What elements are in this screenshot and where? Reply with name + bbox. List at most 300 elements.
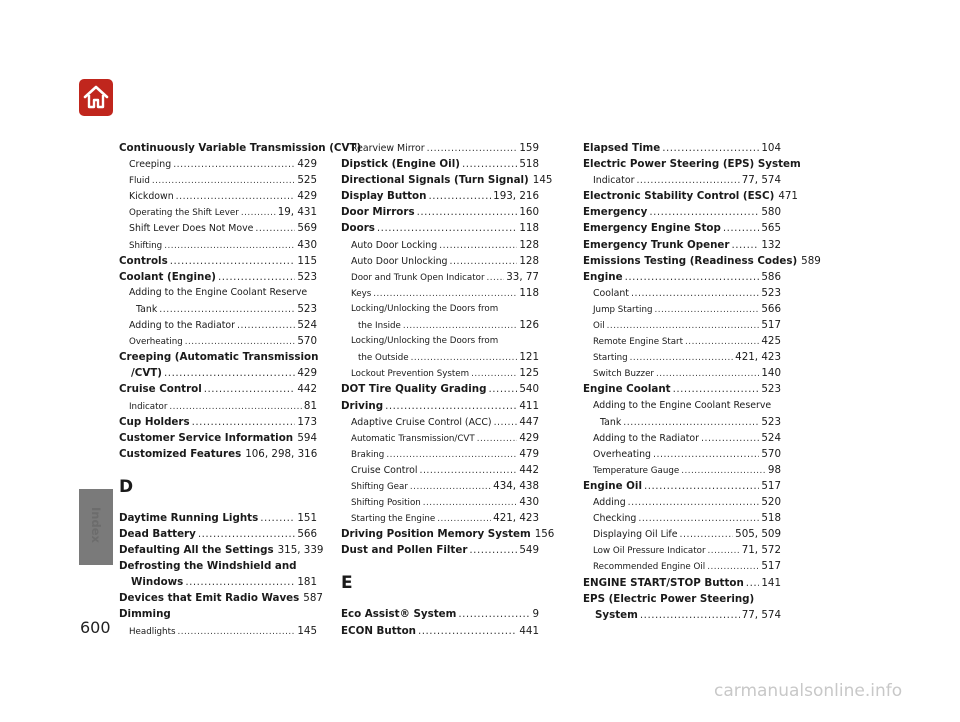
leader-dots xyxy=(458,606,530,622)
index-entry[interactable] xyxy=(583,204,781,220)
index-entry[interactable] xyxy=(119,365,317,381)
index-entry-label: Starting xyxy=(593,353,628,364)
index-entry[interactable] xyxy=(119,526,317,542)
index-entry-label: Elapsed Time xyxy=(583,142,661,154)
index-page-ref[interactable]: 523 xyxy=(297,270,317,283)
index-entry-label: Engine Coolant xyxy=(583,383,671,396)
index-entry[interactable] xyxy=(341,365,539,381)
index-entry[interactable] xyxy=(583,414,781,430)
index-entry-label: Engine Oil xyxy=(583,479,642,492)
leader-dots xyxy=(654,302,759,318)
index-entry[interactable] xyxy=(583,478,781,494)
index-entry[interactable] xyxy=(341,317,539,333)
index-page-ref[interactable]: 181 xyxy=(297,576,317,589)
index-page-ref[interactable]: 98 xyxy=(767,463,781,476)
index-entry[interactable] xyxy=(119,301,317,317)
index-page-ref[interactable]: 106, 298, 316 xyxy=(245,447,318,460)
index-entry-label: Continuously Variable Transmission (CVT) xyxy=(119,142,362,154)
index-entry[interactable] xyxy=(341,414,539,430)
index-page-ref[interactable]: 442 xyxy=(519,463,539,476)
index-entry-label: Customized Features xyxy=(119,447,242,460)
index-page-ref[interactable]: 429 xyxy=(297,158,317,171)
index-page-ref[interactable]: 128 xyxy=(519,238,539,251)
index-page-ref[interactable]: 430 xyxy=(519,496,539,509)
index-page-ref[interactable]: 315, 339 xyxy=(277,544,324,557)
index-entry[interactable] xyxy=(119,414,317,430)
index-entry-label: Driving xyxy=(341,399,384,412)
leader-dots xyxy=(731,237,759,253)
index-entry-label: Shifting Position xyxy=(351,498,421,509)
leader-dots xyxy=(385,398,517,414)
index-page-ref[interactable]: 145 xyxy=(297,624,317,637)
index-entry[interactable] xyxy=(341,269,539,285)
index-page-ref[interactable]: 589 xyxy=(801,254,821,267)
index-page-ref[interactable]: 145 xyxy=(532,174,553,187)
index-entry-label: Braking xyxy=(351,449,385,460)
index-entry-label: Shift Lever Does Not Move xyxy=(129,223,254,235)
index-entry-label: Kickdown xyxy=(129,191,174,203)
index-entry-label: Locking/Unlocking the Doors from xyxy=(351,336,499,347)
index-entry[interactable] xyxy=(341,253,539,269)
leader-dots xyxy=(636,173,739,189)
leader-dots xyxy=(159,302,295,318)
leader-dots xyxy=(469,542,517,558)
index-entry[interactable] xyxy=(341,188,539,204)
leader-dots xyxy=(185,334,296,350)
leader-dots xyxy=(192,414,296,430)
leader-dots xyxy=(489,381,518,397)
index-entry[interactable] xyxy=(583,220,781,236)
index-entry xyxy=(119,606,317,622)
index-entry-label: Recommended Engine Oil xyxy=(593,562,706,573)
index-page-ref[interactable]: 19, 431 xyxy=(277,206,317,219)
index-entry[interactable] xyxy=(341,381,539,397)
index-entry xyxy=(583,156,801,172)
index-page-ref[interactable]: 121 xyxy=(519,351,539,364)
leader-dots xyxy=(218,269,295,285)
leader-dots xyxy=(176,189,296,205)
index-entry[interactable] xyxy=(583,430,781,446)
index-page-ref[interactable]: 517 xyxy=(761,479,781,492)
index-page-ref[interactable]: 429 xyxy=(519,431,539,444)
index-entry xyxy=(119,558,317,574)
index-entry xyxy=(583,398,781,414)
index-entry[interactable] xyxy=(341,237,539,253)
leader-dots xyxy=(241,205,276,221)
index-page-ref[interactable]: 525 xyxy=(297,174,317,187)
index-entry xyxy=(119,140,362,156)
index-entry[interactable] xyxy=(341,398,539,414)
index-page-ref[interactable]: 429 xyxy=(297,190,317,203)
index-page-ref[interactable]: 523 xyxy=(761,415,781,428)
index-page-ref[interactable]: 128 xyxy=(519,254,539,267)
leader-dots xyxy=(169,399,302,415)
index-entry-label: Overheating xyxy=(129,337,183,348)
index-entry-label: Locking/Unlocking the Doors from xyxy=(351,303,499,314)
index-page-ref[interactable]: 549 xyxy=(519,544,539,557)
index-entry[interactable] xyxy=(341,526,555,542)
index-page-ref[interactable]: 523 xyxy=(761,383,781,396)
index-page-ref[interactable]: 505, 509 xyxy=(735,528,781,541)
index-entry[interactable] xyxy=(583,558,781,574)
index-entry-label: Indicator xyxy=(129,401,168,412)
index-entry-label: Engine xyxy=(583,270,623,283)
index-entry[interactable] xyxy=(583,333,781,349)
index-entry xyxy=(119,285,317,301)
index-page-ref[interactable]: 523 xyxy=(297,302,317,315)
index-entry[interactable] xyxy=(583,575,781,591)
index-entry-label: Low Oil Pressure Indicator xyxy=(593,546,706,557)
leader-dots xyxy=(640,607,740,623)
index-entry-label: Daytime Running Lights xyxy=(119,511,259,524)
index-page-ref[interactable]: 540 xyxy=(519,383,539,396)
index-entry-label: Emergency Engine Stop xyxy=(583,222,721,235)
index-entry-label: Customer Service Information xyxy=(119,431,294,444)
index-entry-label: Coolant xyxy=(593,287,629,299)
index-page-ref[interactable]: 442 xyxy=(297,383,317,396)
index-entry[interactable] xyxy=(119,590,323,606)
index-page-ref[interactable]: 104 xyxy=(761,142,781,154)
index-page-ref[interactable]: 471 xyxy=(778,190,798,203)
index-entry[interactable] xyxy=(583,172,781,188)
index-entry[interactable] xyxy=(119,220,317,236)
index-entry[interactable] xyxy=(583,269,781,285)
index-entry[interactable] xyxy=(341,606,539,622)
index-entry[interactable] xyxy=(583,446,781,462)
index-page-ref[interactable]: 587 xyxy=(303,592,323,605)
index-entry-label: Doors xyxy=(341,222,375,235)
index-entry[interactable] xyxy=(583,349,781,365)
index-entry xyxy=(119,349,317,365)
index-page-ref[interactable]: 125 xyxy=(519,367,539,380)
index-entry-label: Defrosting the Windshield and xyxy=(119,560,297,573)
index-entry-label: Shifting xyxy=(129,240,163,251)
index-entry-label: Cup Holders xyxy=(119,415,190,428)
index-entry-label: Adding xyxy=(593,497,626,509)
index-page-ref[interactable]: 580 xyxy=(761,206,781,219)
leader-dots xyxy=(450,254,518,270)
home-icon xyxy=(82,83,110,111)
index-entry-label: Checking xyxy=(593,513,637,525)
leader-dots xyxy=(255,221,295,237)
leader-dots xyxy=(631,286,759,302)
page-number: 600 xyxy=(80,618,111,637)
index-entry-label: Adding to the Radiator xyxy=(593,432,700,444)
index-page-ref[interactable]: 441 xyxy=(519,624,539,637)
leader-dots xyxy=(204,381,296,397)
leader-dots xyxy=(439,238,517,254)
index-entry[interactable] xyxy=(119,156,317,172)
leader-dots xyxy=(419,463,517,479)
section-letter: E xyxy=(341,573,353,594)
index-entry-label: Display Button xyxy=(341,190,427,203)
index-page-ref[interactable]: 71, 572 xyxy=(741,544,781,557)
index-entry-label: Driving Position Memory System xyxy=(341,528,531,541)
index-entry[interactable] xyxy=(119,188,317,204)
index-page-ref[interactable]: 159 xyxy=(519,142,539,154)
index-page-ref[interactable]: 411 xyxy=(519,399,539,412)
index-page-ref[interactable]: 569 xyxy=(297,222,317,235)
leader-dots xyxy=(662,140,759,156)
index-entry-label: Controls xyxy=(119,254,168,267)
index-entry-label: Adding to the Engine Coolant Reserve xyxy=(129,286,308,298)
index-entry-label: Directional Signals (Turn Signal) xyxy=(341,174,529,187)
leader-dots xyxy=(623,415,759,431)
index-entry-label: Dimming xyxy=(119,608,171,621)
index-entry-label: Shifting Gear xyxy=(351,481,408,492)
index-page-ref[interactable]: 421, 423 xyxy=(735,351,781,364)
index-entry[interactable] xyxy=(583,140,781,156)
index-entry[interactable] xyxy=(583,301,781,317)
index-entry[interactable] xyxy=(119,623,317,639)
index-entry[interactable] xyxy=(583,381,781,397)
index-page-ref[interactable]: 570 xyxy=(297,335,317,348)
index-entry-label: Creeping (Automatic Transmission xyxy=(119,351,319,364)
index-page-ref[interactable]: 126 xyxy=(519,319,539,332)
index-page-ref[interactable]: 132 xyxy=(761,238,781,251)
index-entry[interactable] xyxy=(341,510,539,526)
index-page-ref[interactable]: 479 xyxy=(519,447,539,460)
index-page-ref[interactable]: 524 xyxy=(297,319,317,332)
index-entry xyxy=(341,333,539,349)
index-entry-label: DOT Tire Quality Grading xyxy=(341,383,487,396)
index-entry[interactable] xyxy=(341,446,539,462)
index-entry[interactable] xyxy=(119,446,317,462)
index-page-ref[interactable]: 33, 77 xyxy=(506,270,539,283)
leader-dots xyxy=(185,574,295,590)
home-button[interactable] xyxy=(79,79,113,116)
index-entry-label: Indicator xyxy=(593,175,635,187)
index-page-ref[interactable]: 9 xyxy=(532,608,539,621)
index-entry-label: Cruise Control xyxy=(119,383,202,396)
index-column-3 xyxy=(583,140,821,623)
index-entry[interactable] xyxy=(341,542,539,558)
index-page-ref[interactable]: 77, 574 xyxy=(741,608,781,621)
index-entry-label: Keys xyxy=(351,288,372,299)
index-page-ref[interactable]: 141 xyxy=(761,576,781,589)
index-page-ref[interactable]: 517 xyxy=(761,319,781,332)
index-entry[interactable] xyxy=(341,140,539,156)
leader-dots xyxy=(628,495,760,511)
leader-dots xyxy=(625,269,760,285)
index-entry-label: the Outside xyxy=(358,353,409,364)
leader-dots xyxy=(630,350,733,366)
index-entry[interactable] xyxy=(341,462,539,478)
index-entry-label: Electronic Stability Control (ESC) xyxy=(583,190,775,203)
index-entry[interactable] xyxy=(583,237,781,253)
leader-dots xyxy=(373,286,517,302)
index-entry[interactable] xyxy=(119,317,317,333)
index-page-ref[interactable]: 81 xyxy=(303,399,317,412)
index-entry[interactable] xyxy=(583,462,781,478)
index-entry[interactable] xyxy=(119,574,317,590)
index-entry[interactable] xyxy=(119,172,317,188)
index-entry[interactable] xyxy=(583,253,821,269)
index-page-ref[interactable]: 570 xyxy=(761,447,781,460)
index-page-ref[interactable]: 118 xyxy=(519,222,539,235)
index-entry[interactable] xyxy=(341,220,539,236)
index-entry-label: Oil xyxy=(593,321,605,332)
index-entry[interactable] xyxy=(341,478,539,494)
leader-dots xyxy=(656,366,759,382)
index-entry[interactable] xyxy=(341,349,539,365)
index-entry[interactable] xyxy=(119,269,317,285)
index-entry[interactable] xyxy=(341,494,539,510)
leader-dots xyxy=(386,447,517,463)
index-entry-label: Displaying Oil Life xyxy=(593,529,678,541)
index-entry-label: the Inside xyxy=(358,321,401,332)
index-entry[interactable] xyxy=(119,333,317,349)
leader-dots xyxy=(411,350,518,366)
leader-dots xyxy=(427,141,518,157)
section-tab-label: Index xyxy=(89,507,103,543)
index-entry-label: Windows xyxy=(131,576,184,589)
index-page-ref[interactable]: 434, 438 xyxy=(493,479,539,492)
index-entry-label: Fluid xyxy=(129,176,150,187)
index-entry[interactable] xyxy=(583,510,781,526)
leader-dots xyxy=(644,478,759,494)
index-entry[interactable] xyxy=(583,285,781,301)
leader-dots xyxy=(198,526,295,542)
index-entry[interactable] xyxy=(583,317,781,333)
leader-dots xyxy=(680,527,734,543)
index-entry[interactable] xyxy=(341,285,539,301)
index-entry-label: Coolant (Engine) xyxy=(119,270,217,283)
index-entry[interactable] xyxy=(341,623,539,639)
leader-dots xyxy=(410,479,491,495)
index-entry-label: Dead Battery xyxy=(119,527,196,540)
index-page-ref[interactable]: 193, 216 xyxy=(493,190,539,203)
index-page-ref[interactable]: 160 xyxy=(519,206,539,219)
leader-dots xyxy=(494,415,518,431)
index-entry-label: Jump Starting xyxy=(593,304,653,315)
leader-dots xyxy=(164,238,295,254)
index-page-ref[interactable]: 566 xyxy=(761,302,781,315)
index-entry[interactable] xyxy=(119,430,317,446)
index-entry-label: Eco Assist® System xyxy=(341,608,457,621)
index-entry[interactable] xyxy=(583,494,781,510)
index-page-ref[interactable]: 430 xyxy=(297,238,317,251)
index-entry-label: Headlights xyxy=(129,626,176,637)
index-page-ref[interactable]: 77, 574 xyxy=(741,174,781,187)
index-entry-label: /CVT) xyxy=(131,367,163,380)
index-entry[interactable] xyxy=(583,607,781,623)
index-page-ref[interactable]: 586 xyxy=(761,270,781,283)
index-page-ref[interactable]: 517 xyxy=(761,560,781,573)
index-entry-label: Dipstick (Engine Oil) xyxy=(341,158,460,171)
index-entry[interactable] xyxy=(341,204,539,220)
leader-dots xyxy=(653,447,759,463)
index-page-ref[interactable]: 523 xyxy=(761,286,781,299)
index-entry-label: Overheating xyxy=(593,448,652,460)
leader-dots xyxy=(673,381,760,397)
index-entry-label: Creeping xyxy=(129,159,172,171)
index-entry-label: Remote Engine Start xyxy=(593,337,684,348)
leader-dots xyxy=(437,511,491,527)
index-entry[interactable] xyxy=(341,430,539,446)
leader-dots xyxy=(178,624,296,640)
index-entry-label: Lockout Prevention System xyxy=(351,369,470,380)
index-page-ref[interactable]: 156 xyxy=(534,528,555,541)
index-entry[interactable] xyxy=(341,156,539,172)
index-page-ref[interactable]: 115 xyxy=(297,254,317,267)
index-page-ref[interactable]: 118 xyxy=(519,286,539,299)
index-entry[interactable] xyxy=(119,381,317,397)
index-entry[interactable] xyxy=(341,172,553,188)
leader-dots xyxy=(418,623,517,639)
index-entry-label: Door and Trunk Open Indicator xyxy=(351,272,485,283)
index-entry[interactable] xyxy=(583,542,781,558)
leader-dots xyxy=(471,366,517,382)
leader-dots xyxy=(707,559,759,575)
index-page-ref[interactable]: 151 xyxy=(297,511,317,524)
index-page-ref[interactable]: 594 xyxy=(297,431,317,444)
index-entry-label: Adding to the Radiator xyxy=(129,320,236,332)
index-page-ref[interactable]: 520 xyxy=(761,496,781,509)
index-page-ref[interactable]: 524 xyxy=(761,431,781,444)
index-entry[interactable] xyxy=(119,204,317,220)
watermark: carmanualsonline.info xyxy=(714,681,903,701)
index-entry[interactable] xyxy=(119,237,317,253)
index-entry-label: Emissions Testing (Readiness Codes) xyxy=(583,254,798,267)
leader-dots xyxy=(164,365,295,381)
index-page-ref[interactable]: 518 xyxy=(519,158,539,171)
leader-dots xyxy=(377,220,517,236)
index-entry[interactable] xyxy=(119,253,317,269)
index-page-ref[interactable]: 173 xyxy=(297,415,317,428)
leader-dots xyxy=(403,318,517,334)
leader-dots xyxy=(701,431,759,447)
index-page-ref[interactable]: 518 xyxy=(761,512,781,525)
leader-dots xyxy=(462,156,517,172)
index-column-2 xyxy=(341,140,555,639)
leader-dots xyxy=(170,253,296,269)
index-entry-label: System xyxy=(595,608,638,621)
index-entry[interactable] xyxy=(583,526,781,542)
index-entry-label: Door Mirrors xyxy=(341,206,415,219)
index-entry-label: ENGINE START/STOP Button xyxy=(583,576,744,589)
index-entry[interactable] xyxy=(119,542,324,558)
leader-dots xyxy=(681,463,766,479)
leader-dots xyxy=(638,511,759,527)
index-entry-label: Tank xyxy=(600,416,622,428)
index-page-ref[interactable]: 566 xyxy=(297,527,317,540)
leader-dots xyxy=(487,270,505,286)
index-page-ref[interactable]: 421, 423 xyxy=(493,512,539,525)
index-entry-label: Emergency xyxy=(583,206,648,219)
index-page-ref[interactable]: 429 xyxy=(297,367,317,380)
index-page-ref[interactable]: 425 xyxy=(761,335,781,348)
leader-dots xyxy=(708,543,740,559)
index-entry xyxy=(341,301,539,317)
index-entry[interactable] xyxy=(119,398,317,414)
index-page-ref[interactable]: 447 xyxy=(519,415,539,428)
index-page-ref[interactable]: 565 xyxy=(761,222,781,235)
index-entry-label: Rearview Mirror xyxy=(351,143,425,154)
index-entry-label: ECON Button xyxy=(341,624,416,637)
index-entry-label: EPS (Electric Power Steering) xyxy=(583,592,755,605)
index-entry-label: Devices that Emit Radio Waves xyxy=(119,592,300,605)
index-entry-label: Tank xyxy=(136,303,158,315)
index-entry-label: Adaptive Cruise Control (ACC) xyxy=(351,416,492,428)
index-entry-label: Starting the Engine xyxy=(351,514,436,525)
index-page-ref[interactable]: 140 xyxy=(761,367,781,380)
index-entry[interactable] xyxy=(583,188,798,204)
index-entry[interactable] xyxy=(583,365,781,381)
index-entry[interactable] xyxy=(119,510,317,526)
leader-dots xyxy=(428,188,491,204)
leader-dots xyxy=(607,318,760,334)
